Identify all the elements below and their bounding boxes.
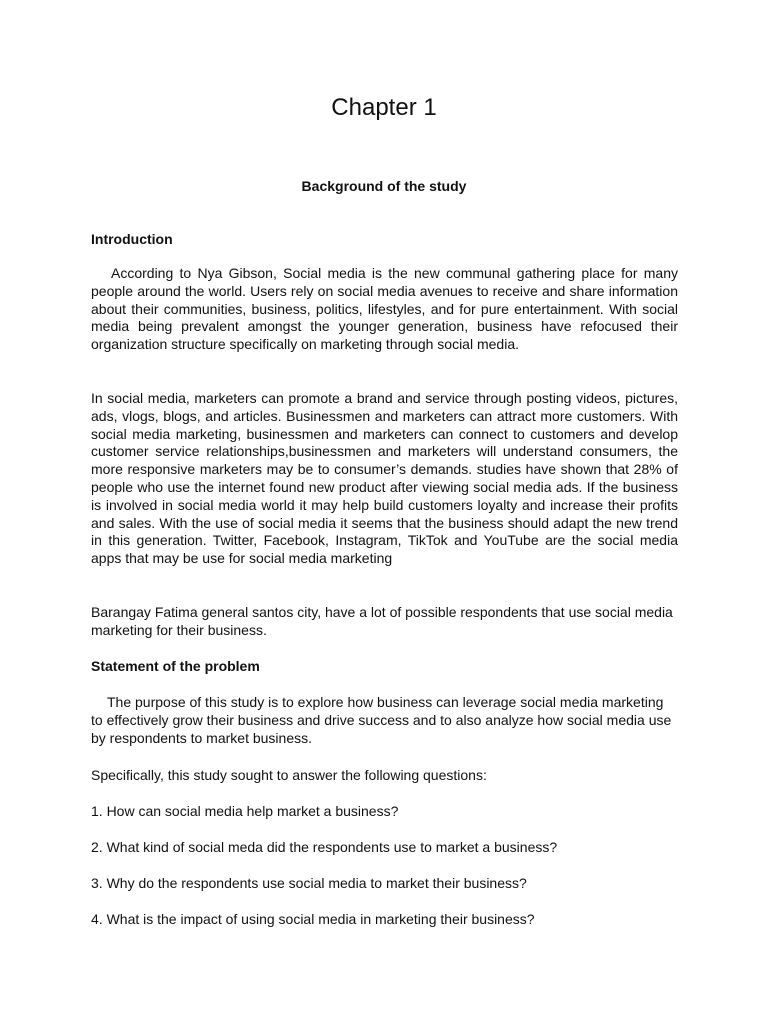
- question-1: 1. How can social media help market a business?: [91, 803, 399, 819]
- intro-paragraph-2: In social media, marketers can promote a brand and service through posting videos, pictures, ads, vlogs, blogs, and articles. Businessmen and marketers can attract more customers. With social media marketing, businessmen and marketers can connect to customers and develop customer service relationships,businessmen and marketers will understand consumers, the more responsive marketers may be to consumer’s demands. studies have shown that 28% of people who use the internet found new product after viewing social media ads. If the business is involved in social media world it may help build customers loyalty and increase their profits and sales. With the use of social media it seems that the business should adapt the new trend in this generation. Twitter, Facebook, Instagram, TikTok and YouTube are the social media apps that may be use for social media marketing: [91, 390, 678, 567]
- chapter-title: Chapter 1: [331, 94, 437, 121]
- intro-paragraph-3: Barangay Fatima general santos city, have a lot of possible respondents that use social media marketing for their business.: [91, 604, 673, 638]
- statement-of-problem-heading: Statement of the problem: [91, 658, 260, 674]
- questions-lead-in: Specifically, this study sought to answer the following questions:: [91, 767, 487, 783]
- purpose-paragraph: The purpose of this study is to explore how business can leverage social media marketing to effectively grow their business and drive success and to also analyze how social media use by respondents to market business.: [91, 694, 672, 746]
- question-3: 3. Why do the respondents use social media to market their business?: [91, 875, 527, 891]
- introduction-heading: Introduction: [91, 231, 173, 247]
- question-2: 2. What kind of social meda did the respondents use to market a business?: [91, 839, 558, 855]
- section-title: Background of the study: [301, 178, 467, 194]
- intro-paragraph-1: According to Nya Gibson, Social media is the new communal gathering place for many people around the world. Users rely on social media avenues to receive and share information about their communities, business, politics, lifestyles, and for pure entertainment. With social media being prevalent amongst the younger generation, business have refocused their organization structure specifically on marketing through social media.: [91, 265, 678, 353]
- question-4: 4. What is the impact of using social media in marketing their business?: [91, 911, 535, 927]
